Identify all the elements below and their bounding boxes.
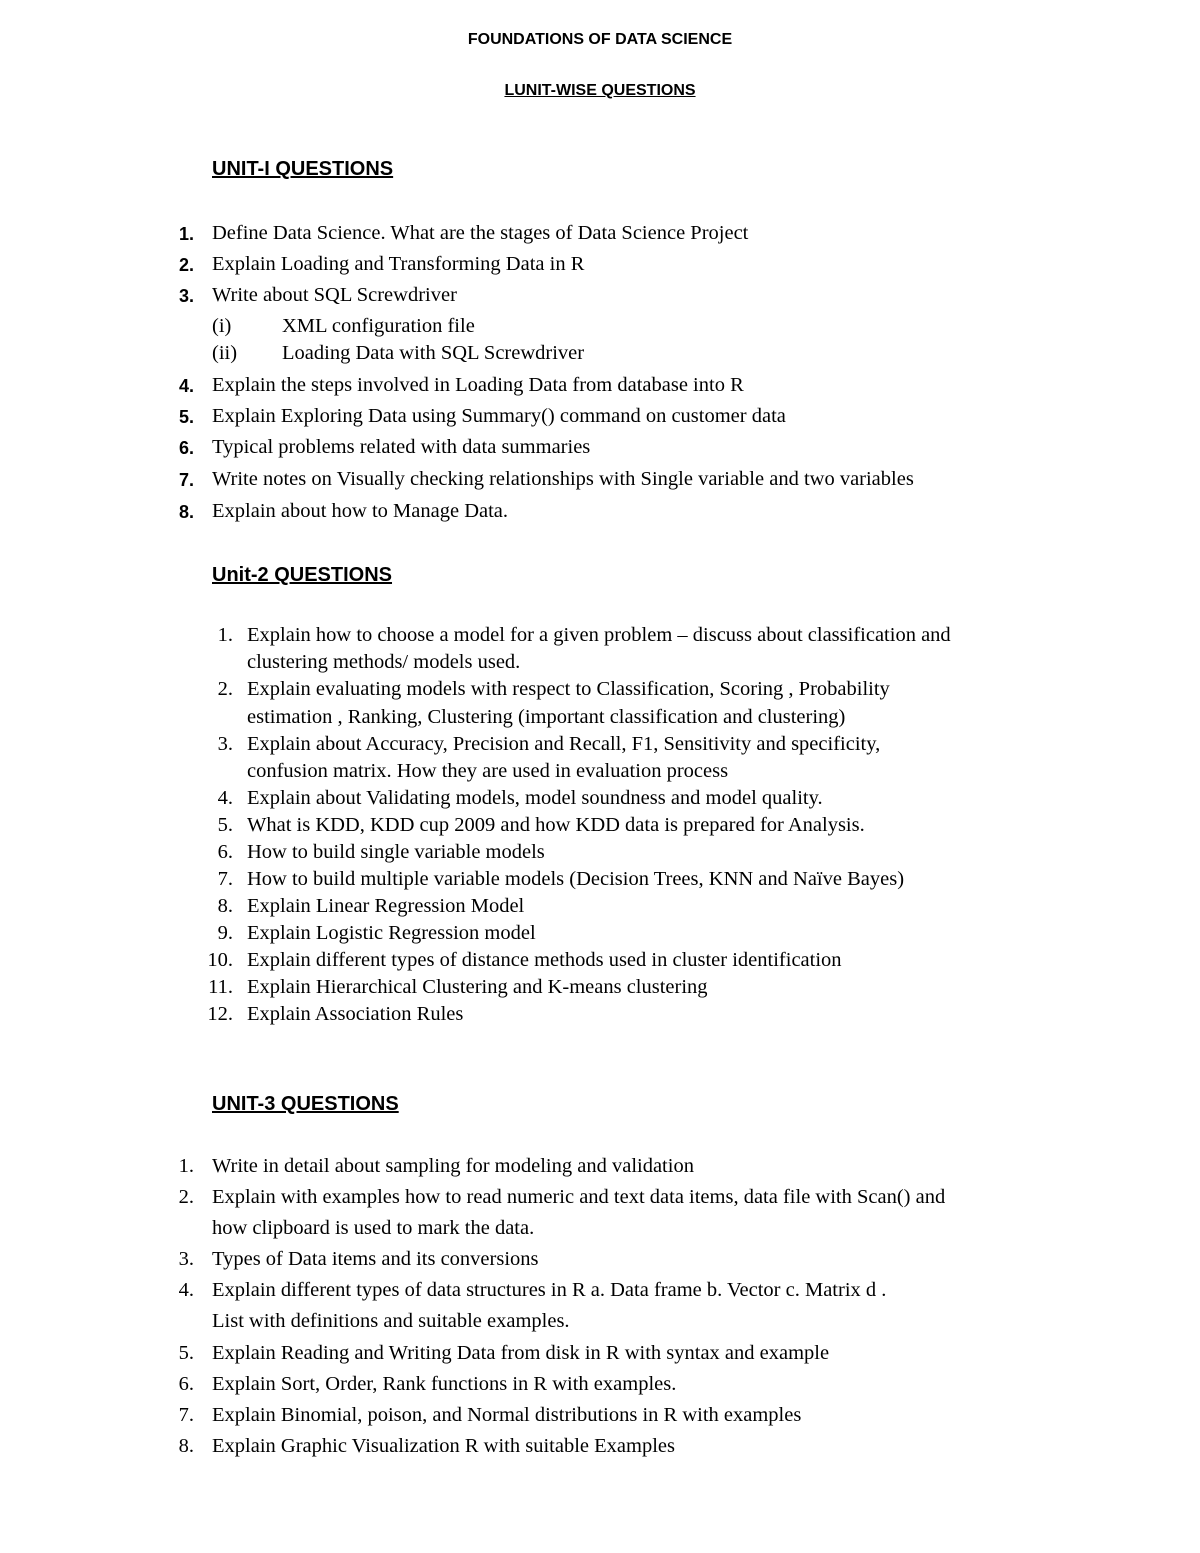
list-item-text: Explain Loading and Transforming Data in R [212,253,585,275]
list-item-text: Explain evaluating models with respect to Classification, Scoring , Probability [247,678,890,700]
list-item-number: 8. [178,502,194,522]
unit2-heading: Unit-2 QUESTIONS [212,564,393,586]
list-item-number: (i) [212,315,232,337]
list-item-number: 8. [178,1435,194,1457]
list-item-text: Explain how to choose a model for a given problem – discuss about classification and [247,624,951,646]
list-item-text: Explain with examples how to read numeric and text data items, data file with Scan() and [212,1186,946,1208]
list-item-number: 5. [178,407,194,427]
list-item-text: Typical problems related with data summaries [212,436,591,458]
list-item-text: Explain Graphic Visualization R with suitable Examples [212,1435,675,1457]
list-item-number: 6. [178,438,194,458]
document-title: FOUNDATIONS OF DATA SCIENCE [467,31,733,48]
list-item-text: Explain Association Rules [247,1003,464,1025]
list-item-text: Explain Reading and Writing Data from disk in R with syntax and example [212,1342,830,1364]
unit3-heading: UNIT-3 QUESTIONS [212,1093,399,1115]
list-item-number: 12. [207,1003,233,1025]
list-item-text: Write about SQL Screwdriver [212,284,457,306]
list-item-number: 3. [178,1248,194,1270]
list-item-number: 7. [178,470,194,490]
list-item-number: 9. [217,922,233,944]
list-item-text: Explain Hierarchical Clustering and K-means clustering [247,976,708,998]
document-subtitle: LUNIT-WISE QUESTIONS [504,82,696,99]
list-item-number: 7. [217,868,233,890]
list-item-number: 2. [178,1186,194,1208]
list-item-text: Explain Logistic Regression model [247,922,536,944]
list-item-text: Types of Data items and its conversions [212,1248,539,1270]
list-item-number: 5. [217,814,233,836]
list-item-text: List with definitions and suitable examples. [212,1310,570,1332]
list-item-text: Explain about Accuracy, Precision and Recall, F1, Sensitivity and specificity, [247,733,881,755]
list-item-text: confusion matrix. How they are used in evaluation process [247,760,729,782]
list-item-number: 11. [208,976,233,998]
list-item-text: Loading Data with SQL Screwdriver [282,342,585,364]
list-item-text: Explain about Validating models, model soundness and model quality. [247,787,823,809]
list-item-text: Explain Linear Regression Model [247,895,525,917]
list-item-number: 1. [217,624,233,646]
list-item-text: Explain Sort, Order, Rank functions in R with examples. [212,1373,677,1395]
list-item-number: 1. [178,224,194,244]
list-item-text: Write notes on Visually checking relationships with Single variable and two variables [212,468,914,490]
unit1-heading: UNIT-I QUESTIONS [212,158,394,180]
list-item-text: how clipboard is used to mark the data. [212,1217,535,1239]
list-item-number: 6. [217,841,233,863]
list-item-text: XML configuration file [282,315,475,337]
list-item-number: 2. [217,678,233,700]
list-item-text: Explain Binomial, poison, and Normal distributions in R with examples [212,1404,802,1426]
list-item-number: 4. [217,787,233,809]
list-item-text: Explain different types of data structures in R a. Data frame b. Vector c. Matrix d . [212,1279,887,1301]
list-item-number: 5. [178,1342,194,1364]
list-item-number: 6. [178,1373,194,1395]
list-item-text: Explain the steps involved in Loading Data from database into R [212,374,744,396]
list-item-text: Explain different types of distance methods used in cluster identification [247,949,842,971]
list-item-text: What is KDD, KDD cup 2009 and how KDD data is prepared for Analysis. [247,814,865,836]
list-item-text: clustering methods/ models used. [247,651,521,673]
list-item-number: 3. [178,286,194,306]
list-item-number: 7. [178,1404,194,1426]
list-item-text: How to build single variable models [247,841,545,863]
list-item-text: Explain about how to Manage Data. [212,500,509,522]
list-item-text: Write in detail about sampling for modeling and validation [212,1155,694,1177]
list-item-number: (ii) [212,342,238,364]
list-item-number: 1. [178,1155,194,1177]
list-item-number: 4. [178,1279,194,1301]
list-item-text: Explain Exploring Data using Summary() command on customer data [212,405,786,427]
list-item-text: Define Data Science. What are the stages of Data Science Project [212,222,749,244]
list-item-number: 4. [178,376,194,396]
list-item-number: 3. [217,733,233,755]
list-item-number: 2. [178,255,194,275]
list-item-text: estimation , Ranking, Clustering (important classification and clustering) [247,706,846,728]
list-item-text: How to build multiple variable models (Decision Trees, KNN and Naïve Bayes) [247,868,905,890]
list-item-number: 8. [217,895,233,917]
list-item-number: 10. [207,949,233,971]
